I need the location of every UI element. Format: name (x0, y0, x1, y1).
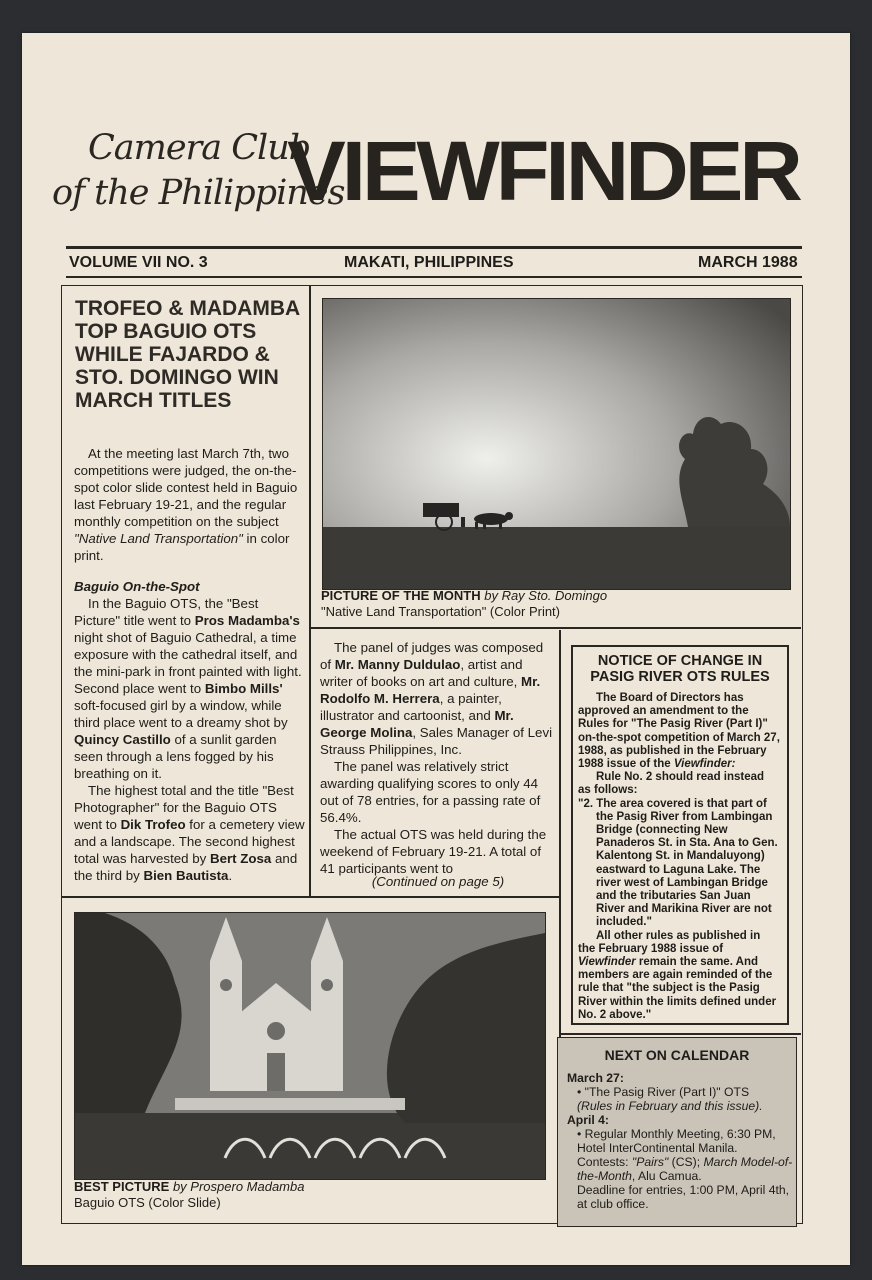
best-picture-caption-line1 (74, 1179, 544, 1195)
potm-bottom-rule (310, 627, 801, 629)
club-name-line1: Camera Club (88, 128, 311, 168)
judges-paragraph-2: The panel was relatively strict awarding qualifying scores to only 44 out of 78 entries, for a passing rate of 56.4%. (320, 759, 541, 825)
masthead-title: VIEWFINDER (287, 124, 799, 218)
lead-p1-text: At the meeting last March 7th, two competitions were judged, the on-the-spot color slide contest held in Baguio last February 19-21, and the regular monthly competition on the subject (74, 446, 298, 529)
lead-p2-b: night shot of Baguio Cathedral, a time exposure with the cathedral itself, and the mini-park in front painted with light. Second place went to (74, 630, 302, 696)
judges-p1-a: The panel of judges was composed of (320, 640, 544, 672)
bottom-rule (66, 276, 802, 278)
column-divider-left (309, 286, 311, 896)
potm-subtitle: "Native Land Transportation" (Color Print) (321, 604, 561, 619)
best-picture-label: BEST PICTURE (74, 1179, 170, 1194)
potm-photographer: by Ray Sto. Domingo (480, 588, 608, 603)
lead-paragraph-1 (74, 445, 306, 564)
calendar-deadline: Deadline for entries, 1:00 PM, April 4th, at club office. (577, 1183, 790, 1211)
picture-of-the-month-photo (322, 298, 791, 590)
notice-p1-publication: Viewfinder: (673, 758, 736, 771)
judges-p1-d: , Sales Manager of Levi Strauss Philippines, Inc. (320, 725, 553, 757)
notice-p1-a: The Board of Directors has approved an amendment to the Rules for "The Pasig River (Part I)" on-the-spot competition of March 27, 1988, as published in the February 1988 issue of the (578, 692, 780, 771)
contest-model: March Model-of-the-Month (577, 1155, 793, 1183)
lead-headline: TROFEO & MADAMBA TOP BAGUIO OTS WHILE FAJARDO & STO. DOMINGO WIN MARCH TITLES (75, 297, 300, 412)
best-picture-photo (74, 912, 546, 1180)
notice-paragraph-3 (578, 930, 780, 1022)
issue-date: MARCH 1988 (698, 254, 798, 271)
lead-p1-end: in color print. (74, 531, 290, 563)
lead-p1-subject: "Native Land Transportation" (74, 531, 243, 546)
judges-paragraph-1 (320, 639, 556, 758)
calendar-note-1: (Rules in February and this issue). (577, 1099, 763, 1113)
place: MAKATI, PHILIPPINES (344, 254, 514, 271)
judges-story (320, 639, 556, 877)
club-name-line2: of the Philippines (52, 173, 345, 213)
contest-pairs-type: (CS); (668, 1155, 704, 1169)
lead-p3-d: . (228, 868, 233, 883)
lead-paragraph-3 (74, 782, 306, 884)
volume-number: VOLUME VII NO. 3 (69, 254, 208, 271)
best-picture-subtitle: Baguio OTS (Color Slide) (74, 1195, 221, 1210)
calendar-date-1: March 27: (567, 1071, 624, 1085)
lead-p3-name3: Bien Bautista (143, 868, 229, 883)
potm-label: PICTURE OF THE MONTH (321, 588, 481, 603)
judge-name-3: Mr. George Molina (320, 708, 514, 740)
calendar-contests (567, 1155, 793, 1183)
notice-title: NOTICE OF CHANGE IN PASIG RIVER OTS RULES (590, 653, 770, 685)
potm-caption-line1 (321, 588, 791, 604)
notice-p3-a: All other rules as published in the February 1988 issue of (578, 929, 761, 955)
lead-p2-name3: Quincy Castillo (74, 732, 171, 747)
lead-p3-c: and the third by (74, 851, 298, 883)
notice-p3-b: remain the same. And members are again reminded of the rule that "the subject is the Pasig River within the limits defined under No. 2 above." (578, 956, 777, 1021)
top-rule (66, 246, 802, 249)
photo-top-rule (62, 896, 560, 898)
best-picture-caption (74, 1179, 544, 1211)
calendar-item-1: • "The Pasig River (Part I)" OTS (577, 1085, 750, 1099)
calendar-item-2: • Regular Monthly Meeting, 6:30 PM, Hotel InterContinental Manila. (577, 1127, 776, 1155)
baguio-cathedral-image (75, 913, 545, 1179)
judge-name-1: Mr. Manny Duldulao (334, 657, 461, 672)
lead-subhead: Baguio On-the-Spot (74, 579, 200, 594)
lead-p2-name1: Pros Madamba's (194, 613, 300, 628)
calendar-date-2: April 4: (567, 1113, 609, 1127)
lead-p3-a: The highest total and the title "Best Photographer" for the Baguio OTS went to (74, 783, 294, 832)
lead-p3-name2: Bert Zosa (210, 851, 272, 866)
contest-pairs: "Pairs" (631, 1155, 669, 1169)
carabao-cart-image (323, 299, 790, 589)
lead-p2-a: In the Baguio OTS, the "Best Picture" title went to (74, 596, 259, 628)
judges-p1-c: , a painter, illustrator and cartoonist, and (320, 691, 502, 723)
continued-note[interactable]: (Continued on page 5) (371, 874, 505, 889)
lead-paragraph-2 (74, 595, 306, 782)
newsletter-page (22, 33, 850, 1265)
judges-p1-b: , artist and writer of books on art and culture, (320, 657, 523, 689)
contest-model-name: , Alu Camua. (631, 1169, 702, 1183)
notice-p3-publication: Viewfinder (578, 956, 636, 969)
notice-body (578, 692, 780, 1022)
judge-name-2: Mr. Rodolfo M. Herrera (320, 674, 541, 706)
lead-p2-c: soft-focused girl by a window, while third place went to a dreamy shot by (74, 698, 288, 730)
lead-story-body (74, 445, 306, 884)
contests-label: Contests: (577, 1155, 632, 1169)
calendar-title: NEXT ON CALENDAR (604, 1047, 750, 1063)
judges-paragraph-3: The actual OTS was held during the weekend of February 19-21. A total of 41 participants went to (320, 827, 547, 876)
lead-p2-name2: Bimbo Mills' (204, 681, 283, 696)
lead-p2-d: of a sunlit garden seen through a lens fogged by his breathing on it. (74, 732, 277, 781)
lead-p3-b: for a cemetery view and a landscape. The second highest total was harvested by (74, 817, 305, 866)
notice-paragraph-1 (578, 692, 780, 771)
potm-caption (321, 588, 791, 620)
calendar-top-rule (560, 1033, 801, 1035)
notice-rule-text: "2. The area covered is that part of the Pasig River from Lambingan Bridge (connecting New Panaderos St. in Sta. Ana to Gen. Kalentong St. in Mandaluyong) eastward to Laguna Lake. The river west of Lambingan Bridge and the tributaries San Juan River and Marikina River are not included." (578, 797, 778, 929)
notice-paragraph-2: Rule No. 2 should read instead as follows: (578, 771, 765, 797)
calendar-list (567, 1071, 793, 1211)
lead-p3-name1: Dik Trofeo (120, 817, 186, 832)
best-picture-photographer: by Prospero Madamba (169, 1179, 305, 1194)
